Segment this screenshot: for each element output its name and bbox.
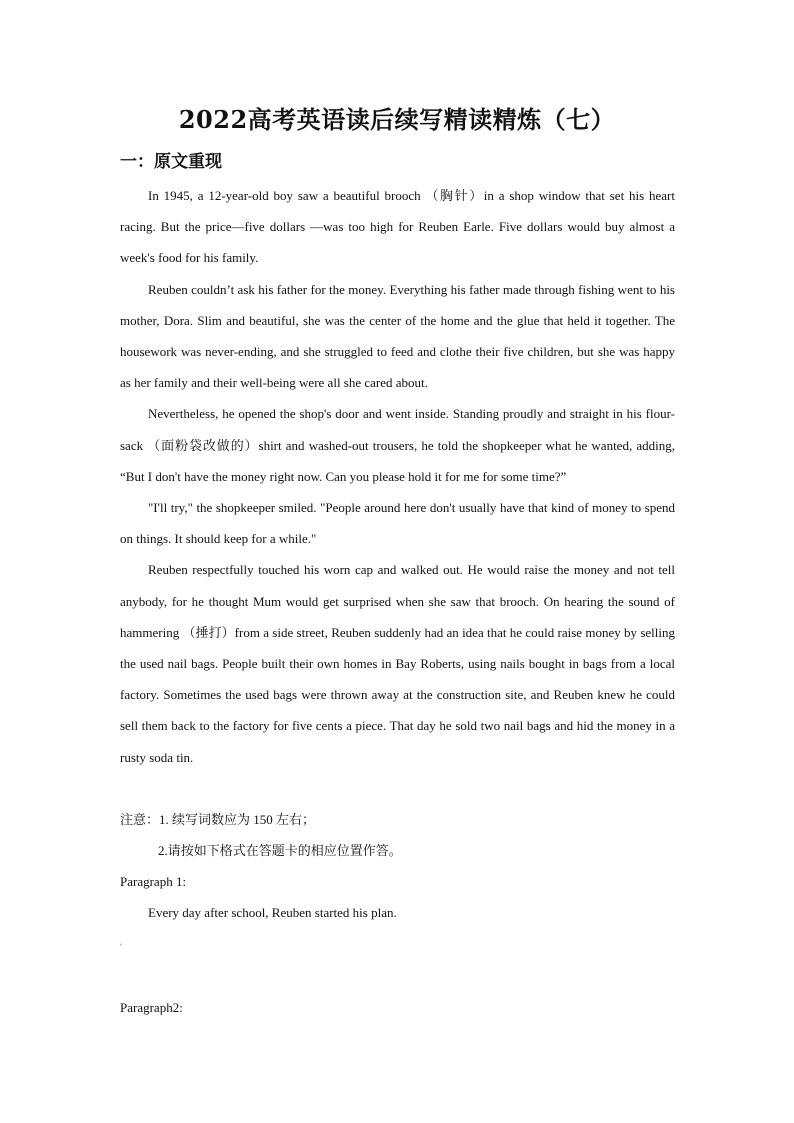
section-heading: 一：原文重现 [120, 152, 222, 172]
paragraph: Reuben respectfully touched his worn cap and walked out. He would raise the money and not tell anybody, for he thought Mum would get surprised when she saw that brooch. On hearing the sound of hammering （捶打）from a side street, Reuben suddenly had an idea that he could raise money by selling the used nail bags. People built their own homes in Bay Roberts, using nails bought in bags from a local factory. Sometimes the used bags were thrown away at the construction site, and Reuben knew he could sell them back to the factory for five cents a piece. That day he sold two nail bags and hid the money in a rusty soda tin. [120, 562, 675, 765]
paragraph: In 1945, a 12-year-old boy saw a beautiful brooch （胸针）in a shop window that set his heart racing. But the price—five dollars —was too high for Reuben Earle. Five dollars would buy almost a week's food for his family. [120, 188, 675, 266]
paragraph: Nevertheless, he opened the shop's door and went inside. Standing proudly and straight in his flour-sack （面粉袋改做的）shirt and washed-out trousers, he told the shopkeeper what he wanted, adding, “But I don't have the money right now. Can you please hold it for me for some time?” [120, 406, 675, 484]
paragraph: "I'll try," the shopkeeper smiled. "People around here don't usually have that kind of money to spend on things. It should keep for a while." [120, 500, 675, 547]
paragraph1-start-sentence: Every day after school, Reuben started his plan. [148, 905, 397, 920]
note-format: 2.请按如下格式在答题卡的相应位置作答。 [158, 843, 402, 858]
paragraph: Reuben couldn’t ask his father for the money. Everything his father made through fishing went to his mother, Dora. Slim and beautiful, she was the center of the home and the glue that held it together. The housework was never-ending, and she struggled to feed and clothe their five children, but she was happy as her family and their well-being were all she cared about. [120, 281, 675, 391]
original-text [120, 180, 675, 773]
small-mark: 。 [120, 941, 127, 947]
writing-notes [120, 804, 680, 928]
page-title: 2022高考英语读后续写精读精炼（七） [178, 105, 616, 134]
paragraph1-label: Paragraph 1: [120, 874, 187, 889]
note-word-count: 注意：1. 续写词数应为 150 左右； [120, 812, 316, 827]
paragraph2-label: Paragraph2: [120, 1000, 183, 1015]
